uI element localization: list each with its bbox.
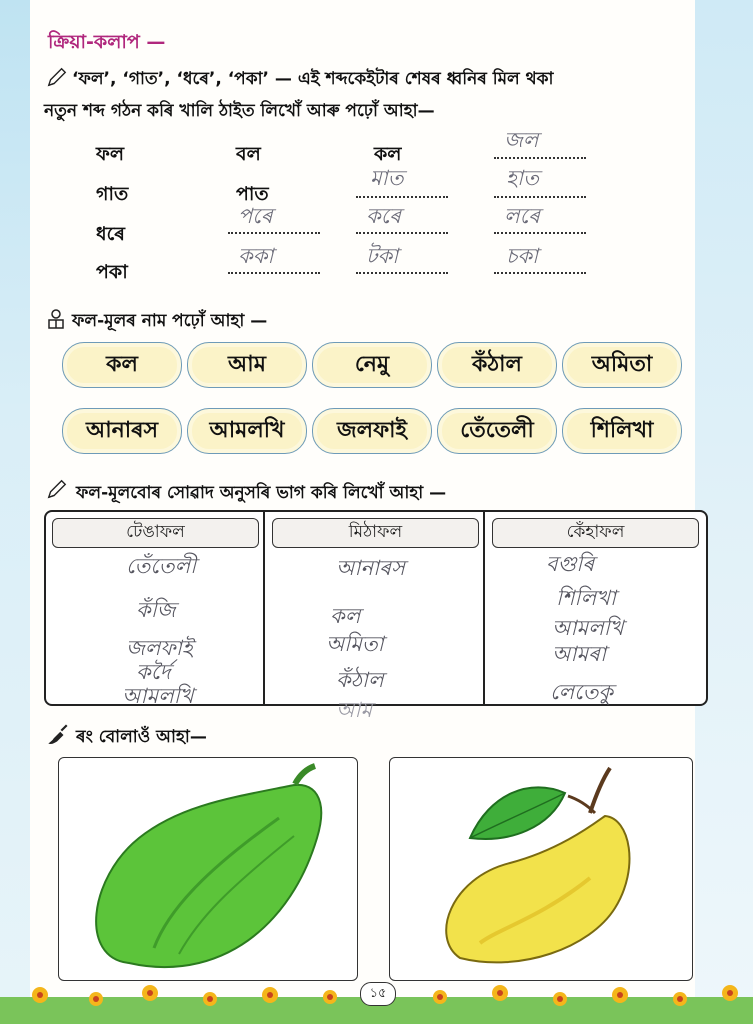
handwritten-answer: টকা xyxy=(366,244,399,268)
printed-word: পাত xyxy=(236,183,269,205)
fruit-name-pill: আমলখি xyxy=(187,408,307,454)
section4-instruction: ৰং বোলাওঁ আহা— xyxy=(76,727,207,747)
handwritten-entry: আম xyxy=(336,698,373,722)
section1-instruction-line2: নতুন শব্দ গঠন কৰি খালি ঠাইত লিখোঁ আৰু পঢ়োঁ আহা— xyxy=(44,101,435,121)
handwritten-entry: কঁঠাল xyxy=(336,668,384,692)
handwritten-answer: পৰে xyxy=(238,204,273,228)
column-heading-sweet: মিঠাফল xyxy=(272,518,479,548)
fruit-name-pill: অমিতা xyxy=(562,342,682,388)
handwritten-answer: কৰে xyxy=(366,204,401,228)
handwritten-entry: লেতেকু xyxy=(550,680,614,704)
fruit-name-pill: আনাৰস xyxy=(62,408,182,454)
base-word: ধৰে xyxy=(96,223,125,245)
handwritten-answer: হাত xyxy=(506,166,539,190)
handwritten-answer: জল xyxy=(504,128,539,152)
fruit-name-pill: কল xyxy=(62,342,182,388)
fruit-name-pill: শিলিখা xyxy=(562,408,682,454)
papaya-picture-frame xyxy=(58,757,358,981)
base-word: ফল xyxy=(96,143,125,165)
fruit-name-pill: কঁঠাল xyxy=(437,342,557,388)
handwritten-entry: তেঁতেলী xyxy=(126,554,197,578)
taste-sorting-table xyxy=(44,510,708,722)
pencil-icon xyxy=(46,478,68,500)
printed-word: বল xyxy=(236,143,261,165)
handwritten-entry: আমলখি xyxy=(552,616,624,640)
handwritten-entry: শিলিখা xyxy=(556,586,616,610)
column-divider xyxy=(263,512,265,704)
pencil-icon xyxy=(46,66,68,88)
section1-instruction-line1: ‘ফল’, ‘গাত’, ‘ধৰে’, ‘পকা’ — এই শব্দকেইটাৰ শেষৰ ধ্বনিৰ মিল থকা xyxy=(72,69,554,89)
fruit-name-pill: নেমু xyxy=(312,342,432,388)
handwritten-answer: মাত xyxy=(370,166,404,190)
handwritten-entry: জলফাই xyxy=(126,636,193,660)
base-word: পকা xyxy=(96,261,128,283)
handwritten-answer: ককা xyxy=(238,244,274,268)
activity-title: ক্ৰিয়া-কলাপ — xyxy=(48,31,166,53)
reading-kids-icon xyxy=(44,308,68,332)
handwritten-entry: বগুৰি xyxy=(546,552,595,576)
handwritten-entry: কঁজি xyxy=(136,598,176,622)
column-divider xyxy=(483,512,485,704)
handwritten-entry: কৰ্দৈ xyxy=(136,660,171,684)
fruit-name-pill: তেঁতেলী xyxy=(437,408,557,454)
fruit-name-pill: জলফাই xyxy=(312,408,432,454)
page-number: ১৫ xyxy=(360,982,396,1006)
column-heading-astringent: কেঁহাফল xyxy=(492,518,699,548)
handwritten-entry: আমলখি xyxy=(122,684,194,708)
papaya-illustration xyxy=(59,758,357,980)
handwritten-entry: আনাৰস xyxy=(336,556,405,580)
section3-instruction: ফল-মূলবোৰ সোৱাদ অনুসৰি ভাগ কৰি লিখোঁ আহা — xyxy=(76,483,447,503)
mango-illustration xyxy=(390,758,692,980)
handwritten-answer: চকা xyxy=(506,244,539,268)
column-heading-sour: টেঙাফল xyxy=(52,518,259,548)
handwritten-entry: অমিতা xyxy=(326,632,384,656)
base-word: গাত xyxy=(96,183,129,205)
paintbrush-icon xyxy=(44,722,70,748)
printed-word: কল xyxy=(374,143,402,165)
handwritten-entry: কল xyxy=(330,604,361,628)
fruit-name-pill: আম xyxy=(187,342,307,388)
handwritten-answer: লৰে xyxy=(504,204,540,228)
mango-picture-frame xyxy=(389,757,693,981)
handwritten-entry: আমৰা xyxy=(552,642,607,666)
section2-instruction: ফল-মূলৰ নাম পঢ়োঁ আহা — xyxy=(72,311,268,331)
